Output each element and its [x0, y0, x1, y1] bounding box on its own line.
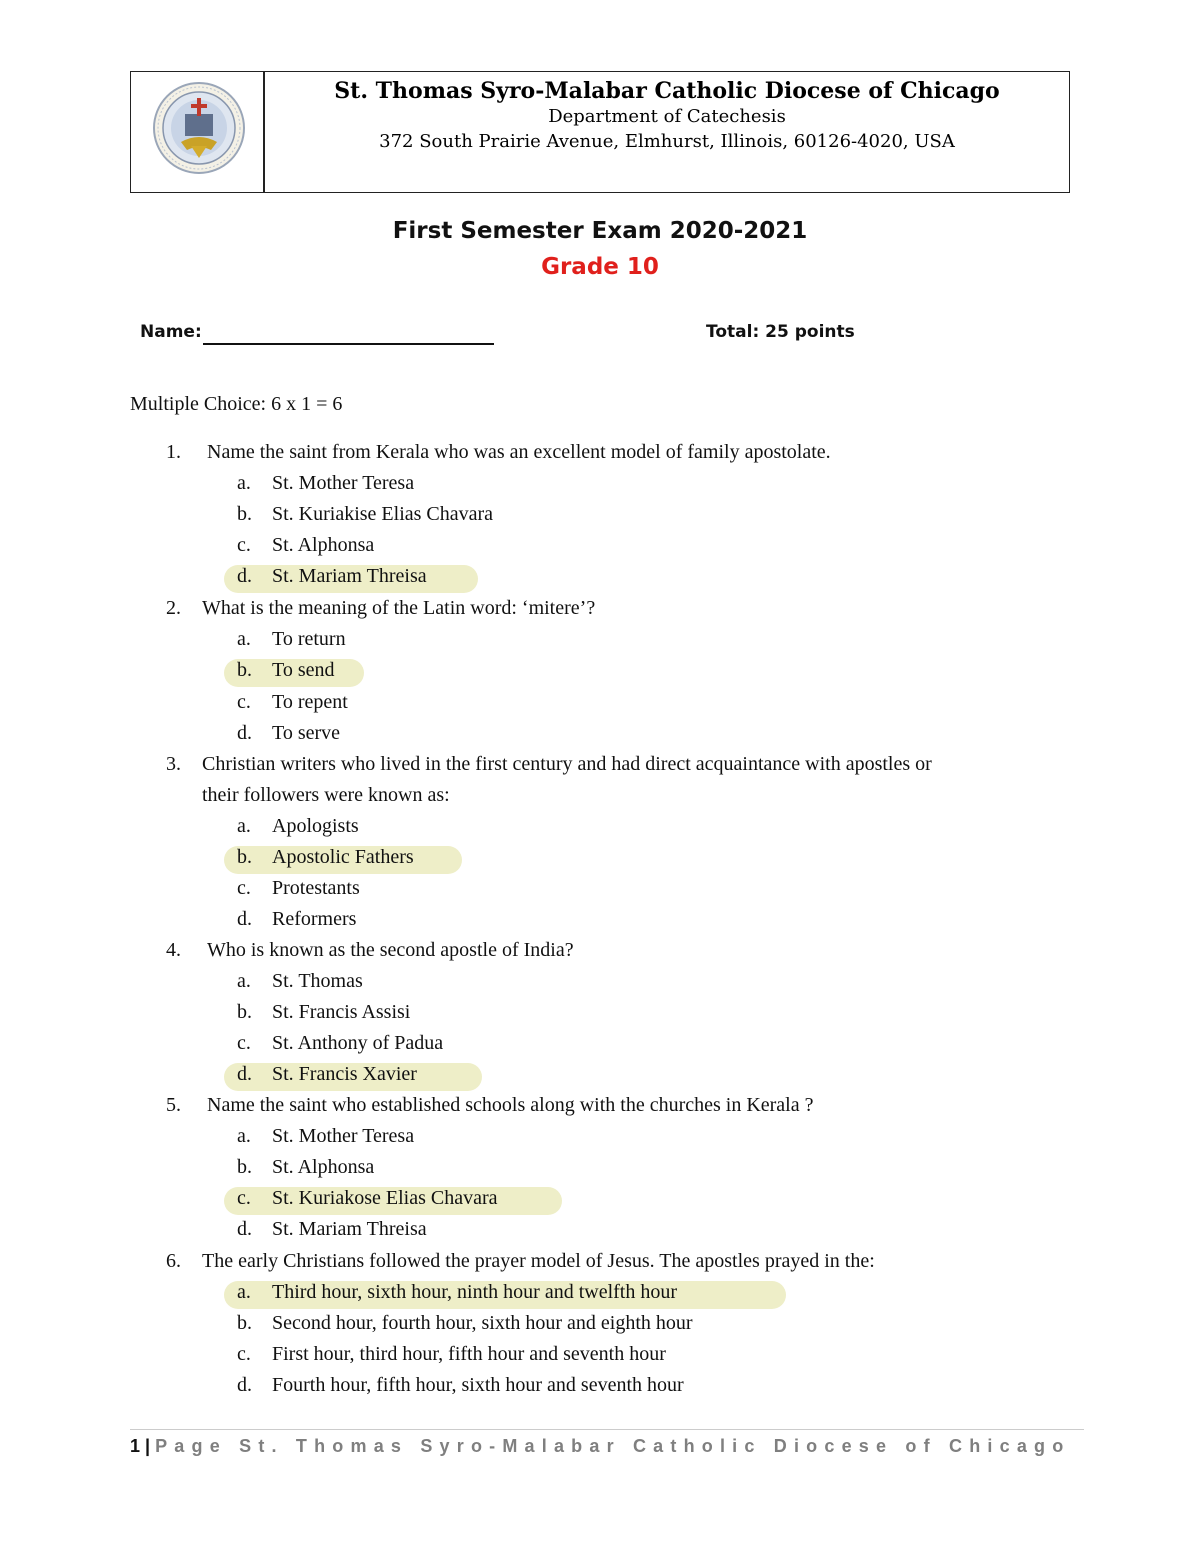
option-text: St. Kuriakise Elias Chavara	[272, 503, 494, 525]
option-text: To serve	[272, 722, 341, 744]
option-text: St. Alphonsa	[272, 1156, 375, 1178]
letterhead-box	[130, 71, 1070, 193]
option-letter: c.	[237, 877, 251, 899]
option-letter: b.	[237, 1001, 252, 1023]
option-letter: d.	[237, 565, 252, 587]
option-text: St. Thomas	[272, 970, 363, 992]
option-text: Fourth hour, fifth hour, sixth hour and seventh hour	[272, 1374, 684, 1396]
question-text: What is the meaning of the Latin word: ‘mitere’?	[202, 597, 596, 619]
question-text-line2: their followers were known as:	[202, 784, 450, 806]
option-letter: a.	[237, 815, 251, 837]
option-letter: a.	[237, 472, 251, 494]
option-text: Apologists	[272, 815, 359, 837]
option-letter: b.	[237, 503, 252, 525]
option-letter: d.	[237, 722, 252, 744]
option-letter: d.	[237, 1218, 252, 1240]
footer-separator: |	[145, 1436, 151, 1456]
question-text: The early Christians followed the prayer model of Jesus. The apostles prayed in the:	[202, 1250, 875, 1272]
question-text: Name the saint from Kerala who was an excellent model of family apostolate.	[207, 441, 831, 463]
option-letter: c.	[237, 691, 251, 713]
option-text: St. Mother Teresa	[272, 1125, 415, 1147]
grade-label: Grade 10	[541, 254, 659, 280]
option-letter: c.	[237, 1032, 251, 1054]
option-letter: a.	[237, 1281, 251, 1303]
question-number: 3.	[166, 753, 181, 775]
page-footer	[130, 1436, 1070, 1457]
option-letter: a.	[237, 628, 251, 650]
option-text: To return	[272, 628, 346, 650]
exam-title: First Semester Exam 2020-2021	[392, 218, 808, 244]
option-text: To send	[272, 659, 335, 681]
page-number: 1	[130, 1436, 141, 1456]
option-letter: a.	[237, 1125, 251, 1147]
question-text: Name the saint who established schools along with the churches in Kerala ?	[207, 1094, 814, 1116]
option-text: Reformers	[272, 908, 357, 930]
option-text: To repent	[272, 691, 348, 713]
option-text: St. Alphonsa	[272, 534, 375, 556]
question-text: Christian writers who lived in the first century and had direct acquaintance with apostles or	[202, 753, 932, 775]
option-letter: d.	[237, 1374, 252, 1396]
option-letter: c.	[237, 1187, 251, 1209]
name-label: Name:	[140, 322, 202, 342]
option-text: St. Kuriakose Elias Chavara	[272, 1187, 498, 1209]
footer-text: Page St. Thomas Syro-Malabar Catholic Diocese of Chicago	[155, 1436, 1071, 1456]
diocese-name: St. Thomas Syro-Malabar Catholic Diocese of Chicago	[334, 78, 1000, 104]
option-text: St. Anthony of Padua	[272, 1032, 444, 1054]
option-letter: b.	[237, 846, 252, 868]
question-number: 2.	[166, 597, 181, 619]
question-text: Who is known as the second apostle of India?	[207, 939, 574, 961]
option-text: Apostolic Fathers	[272, 846, 414, 868]
option-letter: a.	[237, 970, 251, 992]
question-number: 4.	[166, 939, 181, 961]
option-letter: c.	[237, 534, 251, 556]
option-letter: c.	[237, 1343, 251, 1365]
option-text: Second hour, fourth hour, sixth hour and eighth hour	[272, 1312, 693, 1334]
option-letter: b.	[237, 659, 252, 681]
option-text: St. Mariam Threisa	[272, 1218, 427, 1240]
footer-rule	[130, 1429, 1084, 1430]
name-blank-line[interactable]	[203, 343, 494, 345]
total-points: Total: 25 points	[706, 322, 855, 342]
section-heading: Multiple Choice: 6 x 1 = 6	[130, 393, 343, 415]
department-name: Department of Catechesis	[548, 106, 786, 127]
option-letter: d.	[237, 908, 252, 930]
option-text: St. Francis Assisi	[272, 1001, 411, 1023]
question-number: 6.	[166, 1250, 181, 1272]
letterhead-text	[265, 72, 1069, 152]
diocese-seal-icon	[151, 80, 247, 176]
option-text: Protestants	[272, 877, 360, 899]
option-letter: d.	[237, 1063, 252, 1085]
option-letter: b.	[237, 1312, 252, 1334]
option-text: St. Mother Teresa	[272, 472, 415, 494]
option-text: First hour, third hour, fifth hour and seventh hour	[272, 1343, 666, 1365]
option-text: Third hour, sixth hour, ninth hour and twelfth hour	[272, 1281, 678, 1303]
option-text: St. Mariam Threisa	[272, 565, 427, 587]
diocese-address: 372 South Prairie Avenue, Elmhurst, Illinois, 60126-4020, USA	[379, 131, 955, 152]
question-number: 5.	[166, 1094, 181, 1116]
question-number: 1.	[166, 441, 181, 463]
option-text: St. Francis Xavier	[272, 1063, 417, 1085]
option-letter: b.	[237, 1156, 252, 1178]
